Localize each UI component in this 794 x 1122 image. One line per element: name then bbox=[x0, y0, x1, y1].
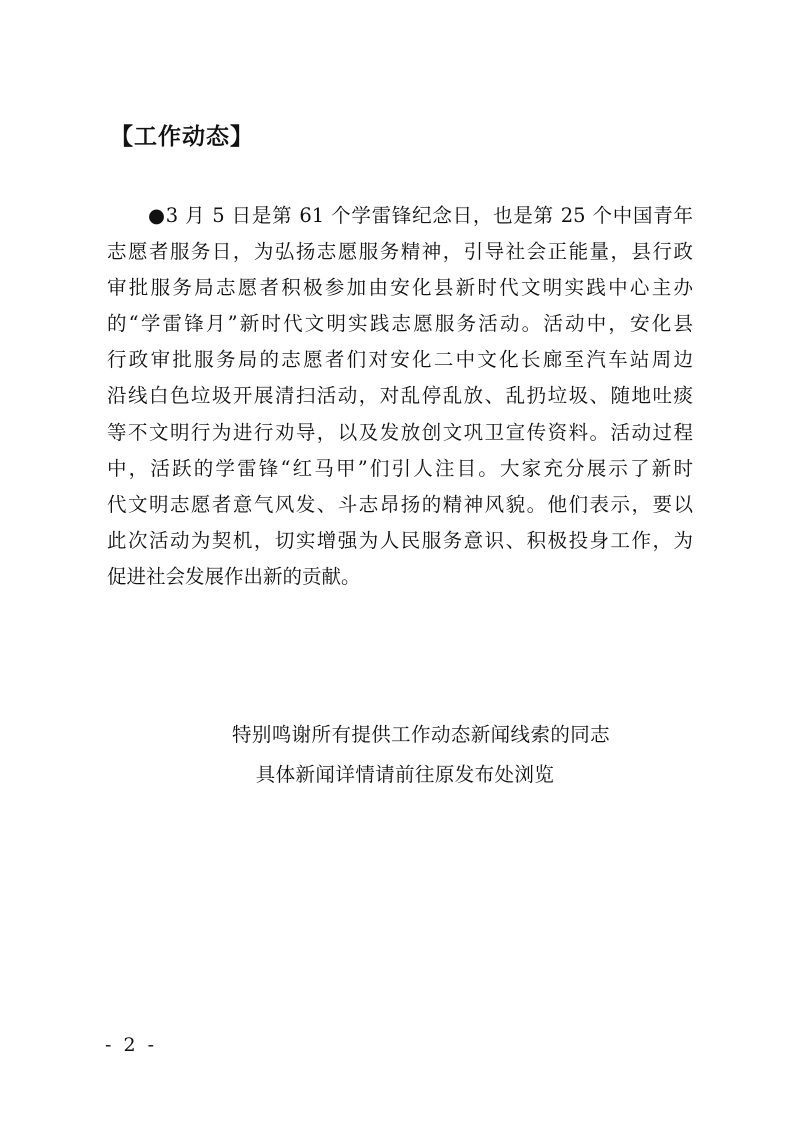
news-line: 审批服务局志愿者积极参加由安化县新时代文明实践中心主办 bbox=[107, 276, 693, 300]
news-line: 中，活跃的学雷锋“红马甲”们引人注目。大家充分展示了新时 bbox=[107, 456, 693, 480]
news-line: 行政审批服务局的志愿者们对安化二中文化长廊至汽车站周边 bbox=[107, 348, 693, 372]
news-line: 此次活动为契机，切实增强为人民服务意识、积极投身工作，为 bbox=[107, 528, 693, 552]
news-line: 促进社会发展作出新的贡献。 bbox=[107, 564, 361, 588]
news-line: 的“学雷锋月”新时代文明实践志愿服务活动。活动中，安化县 bbox=[107, 312, 693, 336]
acknowledgement-line: 特别鸣谢所有提供工作动态新闻线索的同志 bbox=[231, 723, 611, 746]
acknowledgement-note: 具体新闻详情请前往原发布处浏览 bbox=[255, 763, 555, 786]
news-item bbox=[107, 198, 693, 595]
news-line: 志愿者服务日，为弘扬志愿服务精神，引导社会正能量，县行政 bbox=[107, 240, 693, 264]
news-line: 等不文明行为进行劝导，以及发放创文巩卫宣传资料。活动过程 bbox=[107, 420, 693, 444]
news-line: 代文明志愿者意气风发、斗志昂扬的精神风貌。他们表示，要以 bbox=[107, 492, 693, 516]
news-line: 沿线白色垃圾开展清扫活动，对乱停乱放、乱扔垃圾、随地吐痰 bbox=[107, 384, 693, 408]
section-heading: 【工作动态】 bbox=[110, 124, 254, 150]
page-number: - 2 - bbox=[105, 1034, 158, 1056]
news-line: ●3 月 5 日是第 61 个学雷锋纪念日，也是第 25 个中国青年 bbox=[148, 204, 693, 227]
